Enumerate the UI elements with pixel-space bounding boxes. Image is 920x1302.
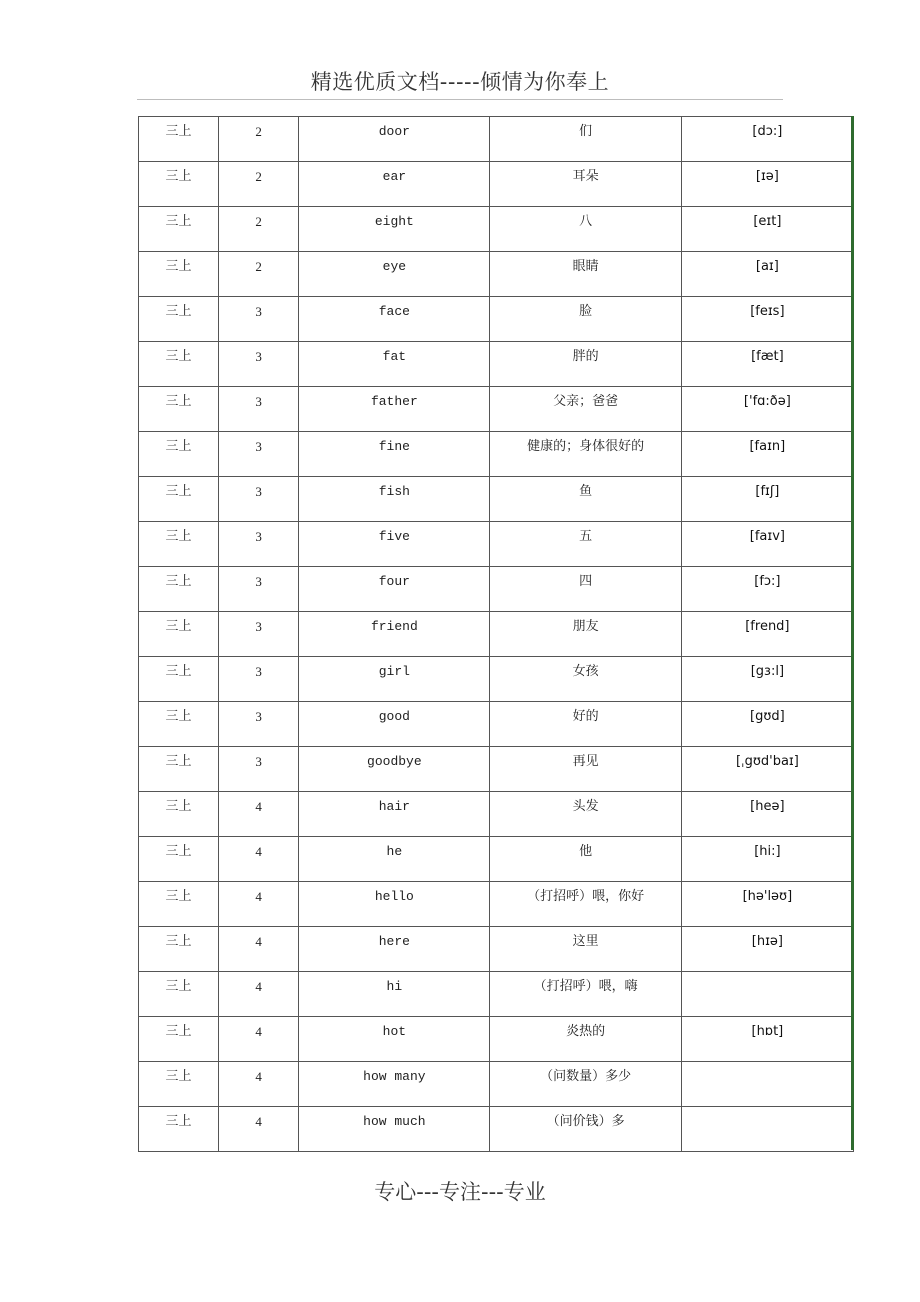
grade-cell: 三上	[139, 162, 219, 207]
word-cell: hello	[299, 882, 490, 927]
table-row	[139, 477, 854, 522]
table-row	[139, 432, 854, 477]
meaning-cell: 胖的	[490, 342, 681, 387]
word-cell: father	[299, 387, 490, 432]
grade-cell: 三上	[139, 972, 219, 1017]
phonetic-cell: [dɔ:]	[681, 117, 853, 162]
unit-cell: 3	[219, 657, 299, 702]
unit-cell: 3	[219, 747, 299, 792]
grade-cell: 三上	[139, 252, 219, 297]
table-row	[139, 117, 854, 162]
grade-cell: 三上	[139, 702, 219, 747]
word-cell: fish	[299, 477, 490, 522]
page-footer: 专心---专注---专业	[374, 1180, 546, 1204]
phonetic-cell: ['fɑ:ðə]	[681, 387, 853, 432]
unit-cell: 2	[219, 117, 299, 162]
word-cell: eight	[299, 207, 490, 252]
grade-cell: 三上	[139, 657, 219, 702]
meaning-cell: 耳朵	[490, 162, 681, 207]
table-row	[139, 207, 854, 252]
phonetic-cell: [faɪn]	[681, 432, 853, 477]
unit-cell: 2	[219, 207, 299, 252]
table-row	[139, 297, 854, 342]
meaning-cell: 这里	[490, 927, 681, 972]
table-row	[139, 927, 854, 972]
meaning-cell: （问价钱）多	[490, 1107, 681, 1152]
grade-cell: 三上	[139, 522, 219, 567]
word-cell: goodbye	[299, 747, 490, 792]
meaning-cell: 父亲；爸爸	[490, 387, 681, 432]
word-cell: ear	[299, 162, 490, 207]
table-row	[139, 252, 854, 297]
meaning-cell: 女孩	[490, 657, 681, 702]
grade-cell: 三上	[139, 477, 219, 522]
word-cell: door	[299, 117, 490, 162]
word-cell: good	[299, 702, 490, 747]
meaning-cell: 朋友	[490, 612, 681, 657]
grade-cell: 三上	[139, 792, 219, 837]
meaning-cell: 头发	[490, 792, 681, 837]
phonetic-cell: [hɪə]	[681, 927, 853, 972]
unit-cell: 2	[219, 252, 299, 297]
grade-cell: 三上	[139, 1017, 219, 1062]
table-row	[139, 882, 854, 927]
meaning-cell: （问数量）多少	[490, 1062, 681, 1107]
table-row	[139, 747, 854, 792]
grade-cell: 三上	[139, 882, 219, 927]
phonetic-cell	[681, 972, 853, 1017]
word-cell: he	[299, 837, 490, 882]
grade-cell: 三上	[139, 207, 219, 252]
table-row	[139, 342, 854, 387]
word-cell: hi	[299, 972, 490, 1017]
unit-cell: 4	[219, 1062, 299, 1107]
meaning-cell: 好的	[490, 702, 681, 747]
table-row	[139, 1062, 854, 1107]
phonetic-cell: [hɒt]	[681, 1017, 853, 1062]
table-row	[139, 657, 854, 702]
phonetic-cell: [ɪə]	[681, 162, 853, 207]
table-row	[139, 162, 854, 207]
word-cell: hair	[299, 792, 490, 837]
word-cell: how many	[299, 1062, 490, 1107]
meaning-cell: 眼睛	[490, 252, 681, 297]
grade-cell: 三上	[139, 117, 219, 162]
unit-cell: 4	[219, 1107, 299, 1152]
unit-cell: 4	[219, 927, 299, 972]
grade-cell: 三上	[139, 927, 219, 972]
phonetic-cell: [gɜ:l]	[681, 657, 853, 702]
phonetic-cell: [heə]	[681, 792, 853, 837]
word-cell: how much	[299, 1107, 490, 1152]
vocabulary-table	[138, 116, 854, 1152]
unit-cell: 4	[219, 1017, 299, 1062]
meaning-cell: 八	[490, 207, 681, 252]
unit-cell: 3	[219, 297, 299, 342]
unit-cell: 4	[219, 972, 299, 1017]
unit-cell: 3	[219, 612, 299, 657]
phonetic-cell: [faɪv]	[681, 522, 853, 567]
phonetic-cell: [eɪt]	[681, 207, 853, 252]
phonetic-cell: [ˌgʊd'baɪ]	[681, 747, 853, 792]
word-cell: eye	[299, 252, 490, 297]
word-cell: four	[299, 567, 490, 612]
unit-cell: 3	[219, 702, 299, 747]
meaning-cell: 鱼	[490, 477, 681, 522]
unit-cell: 3	[219, 567, 299, 612]
unit-cell: 3	[219, 522, 299, 567]
table-row	[139, 567, 854, 612]
grade-cell: 三上	[139, 612, 219, 657]
meaning-cell: （打招呼）喂，你好	[490, 882, 681, 927]
phonetic-cell: [aɪ]	[681, 252, 853, 297]
word-cell: five	[299, 522, 490, 567]
word-cell: face	[299, 297, 490, 342]
table-row	[139, 1017, 854, 1062]
unit-cell: 4	[219, 792, 299, 837]
phonetic-cell: [frend]	[681, 612, 853, 657]
unit-cell: 4	[219, 882, 299, 927]
word-cell: fat	[299, 342, 490, 387]
phonetic-cell	[681, 1062, 853, 1107]
table-row	[139, 702, 854, 747]
unit-cell: 3	[219, 342, 299, 387]
table-right-edge-marker	[851, 116, 854, 1150]
table-row	[139, 972, 854, 1017]
grade-cell: 三上	[139, 342, 219, 387]
meaning-cell: 他	[490, 837, 681, 882]
grade-cell: 三上	[139, 297, 219, 342]
phonetic-cell: [fɔ:]	[681, 567, 853, 612]
unit-cell: 3	[219, 477, 299, 522]
table-row	[139, 522, 854, 567]
phonetic-cell: [feɪs]	[681, 297, 853, 342]
grade-cell: 三上	[139, 387, 219, 432]
word-cell: friend	[299, 612, 490, 657]
page-header-title: 精选优质文档-----倾情为你奉上	[310, 70, 610, 94]
meaning-cell: 炎热的	[490, 1017, 681, 1062]
unit-cell: 3	[219, 432, 299, 477]
meaning-cell: 五	[490, 522, 681, 567]
meaning-cell: 健康的；身体很好的	[490, 432, 681, 477]
word-cell: here	[299, 927, 490, 972]
table-row	[139, 837, 854, 882]
grade-cell: 三上	[139, 747, 219, 792]
phonetic-cell: [hə'ləʊ]	[681, 882, 853, 927]
word-cell: fine	[299, 432, 490, 477]
unit-cell: 3	[219, 387, 299, 432]
phonetic-cell: [fɪʃ]	[681, 477, 853, 522]
meaning-cell: 再见	[490, 747, 681, 792]
table-row	[139, 387, 854, 432]
unit-cell: 2	[219, 162, 299, 207]
unit-cell: 4	[219, 837, 299, 882]
table-row	[139, 792, 854, 837]
grade-cell: 三上	[139, 567, 219, 612]
grade-cell: 三上	[139, 1062, 219, 1107]
phonetic-cell: [hi:]	[681, 837, 853, 882]
word-cell: hot	[299, 1017, 490, 1062]
vocabulary-table-body	[139, 117, 854, 1152]
word-cell: girl	[299, 657, 490, 702]
meaning-cell: （打招呼）喂，嗨	[490, 972, 681, 1017]
grade-cell: 三上	[139, 1107, 219, 1152]
meaning-cell: 脸	[490, 297, 681, 342]
phonetic-cell	[681, 1107, 853, 1152]
meaning-cell: 四	[490, 567, 681, 612]
phonetic-cell: [fæt]	[681, 342, 853, 387]
phonetic-cell: [gʊd]	[681, 702, 853, 747]
meaning-cell: 们	[490, 117, 681, 162]
header-divider	[137, 99, 783, 100]
table-row	[139, 1107, 854, 1152]
table-row	[139, 612, 854, 657]
grade-cell: 三上	[139, 837, 219, 882]
grade-cell: 三上	[139, 432, 219, 477]
